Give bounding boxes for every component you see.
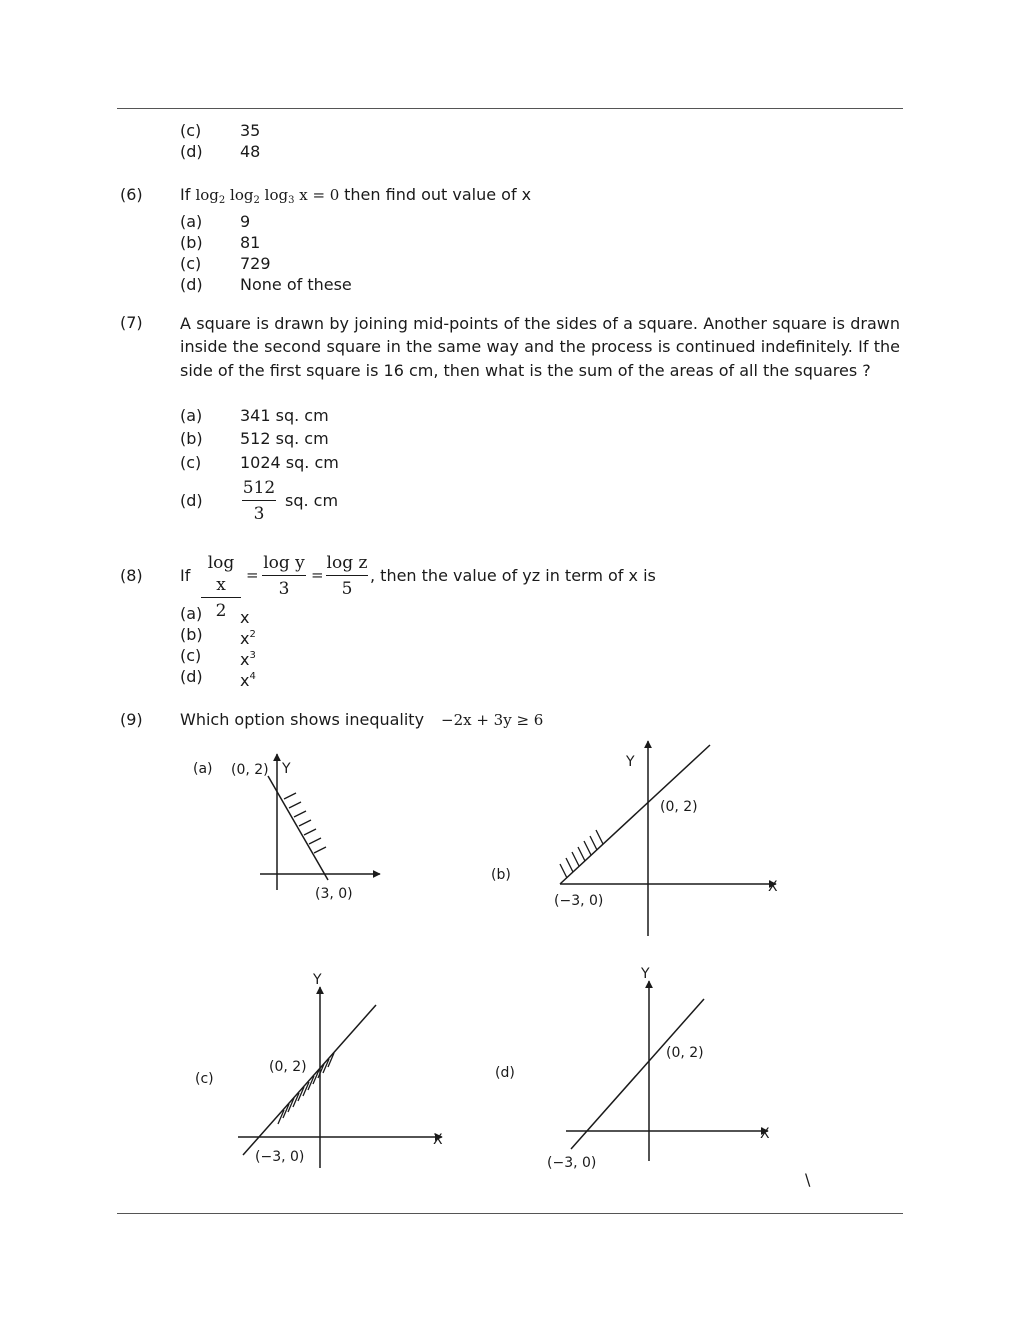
option-label: (d) — [180, 491, 203, 510]
option-label: (a) — [180, 604, 203, 623]
axis-y-label: Y — [641, 966, 650, 982]
axis-y-label: Y — [626, 754, 635, 770]
log-base: 2 — [218, 195, 226, 206]
option-exponent: 2 — [249, 629, 256, 640]
option-text: 9 — [240, 212, 251, 231]
option-label: (c) — [180, 121, 202, 140]
axis-y-label: Y — [313, 972, 322, 988]
graph-d — [495, 966, 770, 1171]
equals-sign: = — [246, 566, 259, 584]
hatching — [560, 830, 603, 878]
denominator: 2 — [215, 601, 227, 621]
graph-label: (c) — [195, 1071, 214, 1087]
log-word: log — [230, 186, 254, 204]
option-base: x — [240, 629, 250, 648]
axis-x-label: X — [768, 879, 778, 895]
question-number: (6) — [120, 185, 143, 204]
option-label: (c) — [180, 254, 202, 273]
question-stem: A square is drawn by joining mid-points of the sides of a square. Another square is drawn inside the second square in the same way and the process is continued indefinitely. If the side of the first square is 16 cm, then what is the sum of the areas of all the squares ? — [180, 314, 900, 380]
boundary-line — [243, 1005, 376, 1155]
option-text: 512 sq. cm — [240, 429, 329, 448]
option-label: (d) — [180, 667, 203, 686]
option-label: (a) — [180, 406, 203, 425]
option-base: x — [240, 608, 250, 627]
numerator: log y — [263, 553, 305, 573]
point-label: (−3, 0) — [255, 1149, 305, 1165]
axis-x-label: X — [433, 1132, 443, 1148]
numerator: 512 — [242, 478, 276, 498]
option-text: 1024 sq. cm — [240, 453, 339, 472]
question-number: (9) — [120, 710, 143, 729]
denominator: 3 — [278, 579, 290, 599]
option-unit: sq. cm — [285, 491, 339, 510]
stem-prefix: If — [180, 185, 191, 204]
stray-mark: \ — [805, 1170, 811, 1189]
question-stem: Which option shows inequality — [180, 710, 425, 729]
option-text: 341 sq. cm — [240, 406, 329, 425]
question-number: (8) — [120, 566, 143, 585]
option-exponent: 3 — [249, 650, 256, 661]
option-label: (d) — [180, 275, 203, 294]
log-base: 2 — [253, 195, 260, 206]
graph-c — [195, 972, 443, 1168]
log-base: 3 — [288, 195, 295, 206]
option-base: x — [240, 671, 250, 690]
axis-x-label: X — [760, 1126, 770, 1142]
option-base: x — [240, 650, 250, 669]
point-label: (0, 2) — [269, 1059, 307, 1075]
numerator: log z — [326, 553, 368, 573]
point-label: (−3, 0) — [547, 1155, 597, 1171]
stem-suffix: then find out value of x — [344, 185, 532, 204]
option-text: None of these — [240, 275, 352, 294]
graph-label: (d) — [495, 1065, 515, 1081]
option-text: 35 — [240, 121, 261, 140]
point-label: (0, 2) — [666, 1045, 704, 1061]
option-label: (c) — [180, 646, 202, 665]
expr-end: x = 0 — [299, 186, 340, 204]
option-text: 729 — [240, 254, 271, 273]
option-label: (c) — [180, 453, 202, 472]
axis-y-label: Y — [282, 761, 291, 777]
point-label: (3, 0) — [315, 886, 353, 902]
equals-sign: = — [311, 566, 324, 584]
option-text: 48 — [240, 142, 261, 161]
point-label: (0, 2) — [660, 799, 698, 815]
graph-label: (a) — [193, 761, 213, 777]
option-exponent: 4 — [249, 671, 256, 682]
denominator: 5 — [341, 579, 353, 599]
option-label: (b) — [180, 625, 203, 644]
inequality: −2x + 3y ≥ 6 — [441, 711, 544, 729]
hatching — [284, 793, 326, 853]
graph-label: (b) — [491, 867, 511, 883]
option-text: 81 — [240, 233, 261, 252]
option-label: (d) — [180, 142, 203, 161]
graph-a — [193, 754, 380, 902]
point-label: (0, 2) — [231, 762, 269, 778]
option-label: (a) — [180, 212, 203, 231]
option-label: (b) — [180, 233, 203, 252]
log-word: log — [264, 186, 289, 204]
denominator: 3 — [253, 504, 265, 524]
boundary-line — [571, 999, 704, 1149]
stem-prefix: If — [180, 566, 191, 585]
question-number: (7) — [120, 313, 143, 332]
option-label: (b) — [180, 429, 203, 448]
stem-suffix: , then the value of yz in term of x is — [370, 566, 656, 585]
log-word: log — [195, 186, 219, 204]
graph-b — [491, 741, 778, 936]
numerator: log x — [207, 553, 235, 595]
point-label: (−3, 0) — [554, 893, 604, 909]
